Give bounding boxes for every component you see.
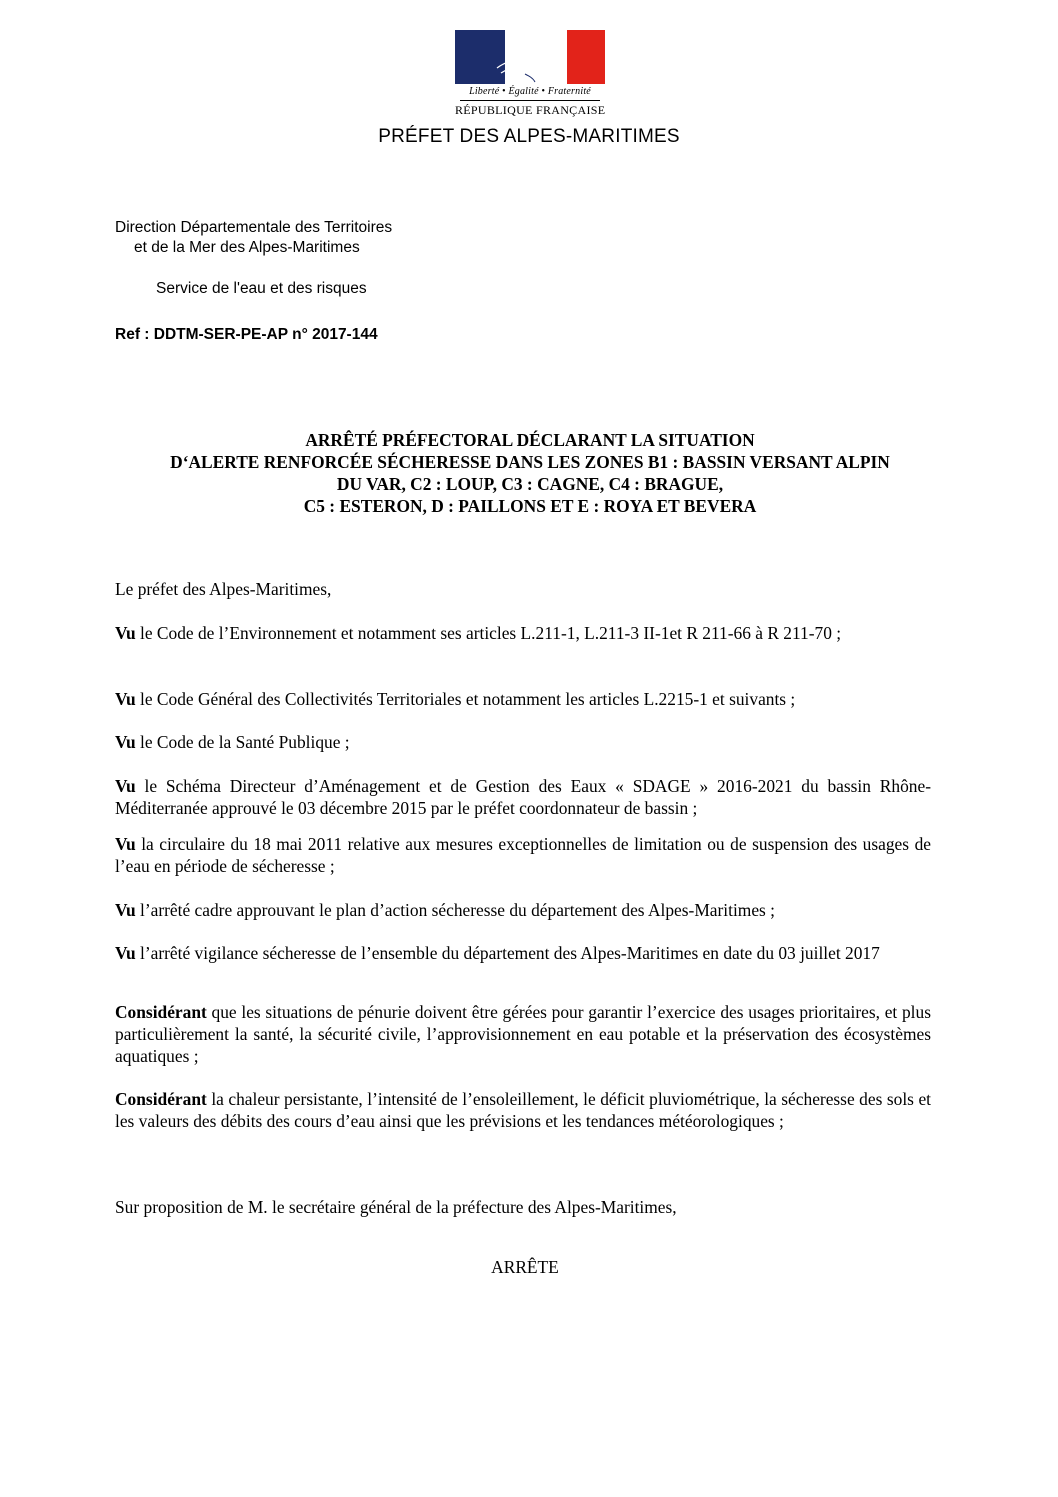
title-line: D‘ALERTE RENFORCÉE SÉCHERESSE DANS LES ZONES B1 : BASSIN VERSANT ALPIN: [170, 452, 890, 472]
vu-text: l’arrêté vigilance sécheresse de l’ensemble du département des Alpes-Maritimes en date du 03 juillet 2017: [140, 943, 880, 963]
considerant-label: Considérant: [115, 1002, 207, 1022]
direction-name-line2: et de la Mer des Alpes-Maritimes: [134, 239, 360, 256]
vu-label: Vu: [115, 689, 136, 709]
vu-text: le Code de la Santé Publique ;: [140, 732, 350, 752]
vu-text: l’arrêté cadre approuvant le plan d’action sécheresse du département des Alpes-Maritimes ;: [140, 900, 775, 920]
marianne-icon: [477, 30, 567, 84]
title-line: DU VAR, C2 : LOUP, C3 : CAGNE, C4 : BRAGUE,: [336, 474, 724, 494]
arrete-title: [100, 429, 960, 517]
vu-label: Vu: [115, 776, 136, 796]
vu-text: la circulaire du 18 mai 2011 relative aux mesures exceptionnelles de limitation ou de suspension des usages de l’eau en période de sécheresse ;: [115, 834, 931, 876]
considerant-text: que les situations de pénurie doivent être gérées pour garantir l’exercice des usages prioritaires, et plus particulièrement la santé, la sécurité civile, l’approvisionnement en eau potable et la préservation des écosystèmes aquatiques ;: [115, 1002, 931, 1066]
vu-label: Vu: [115, 943, 136, 963]
considerant-paragraph: [115, 1088, 931, 1132]
vu-paragraph: [115, 731, 931, 753]
vu-text: le Code de l’Environnement et notamment ses articles L.211-1, L.211-3 II-1et R 211-66 à R 211-70 ;: [140, 623, 842, 643]
vu-paragraph: [115, 942, 931, 964]
title-line: ARRÊTÉ PRÉFECTORAL DÉCLARANT LA SITUATION: [305, 430, 755, 450]
vu-paragraph: [115, 688, 931, 710]
service-name: Service de l'eau et des risques: [156, 280, 367, 297]
vu-text: le Schéma Directeur d’Aménagement et de Gestion des Eaux « SDAGE » 2016-2021 du bassin Rhône-Méditerranée approuvé le 03 décembre 2015 par le préfet coordonnateur de bassin ;: [115, 776, 931, 818]
logo-republic-name: RÉPUBLIQUE FRANÇAISE: [455, 103, 606, 117]
vu-paragraph: [115, 833, 931, 877]
arrete-heading: ARRÊTE: [491, 1257, 559, 1277]
intro-paragraph: Le préfet des Alpes-Maritimes,: [115, 579, 332, 599]
republique-francaise-logo: [455, 30, 605, 122]
vu-label: Vu: [115, 834, 136, 854]
title-line: C5 : ESTERON, D : PAILLONS ET E : ROYA ET BEVERA: [303, 496, 757, 516]
vu-paragraph: [115, 899, 931, 921]
logo-divider: [460, 100, 600, 101]
proposition-paragraph: Sur proposition de M. le secrétaire général de la préfecture des Alpes-Maritimes,: [115, 1197, 677, 1217]
considerant-label: Considérant: [115, 1089, 207, 1109]
considerant-paragraph: [115, 1001, 931, 1067]
direction-name-line1: Direction Départementale des Territoires: [115, 219, 393, 236]
vu-label: Vu: [115, 623, 136, 643]
vu-paragraph: [115, 775, 931, 819]
vu-label: Vu: [115, 732, 136, 752]
logo-motto: Liberté • Égalité • Fraternité: [469, 86, 591, 97]
vu-label: Vu: [115, 900, 136, 920]
vu-text: le Code Général des Collectivités Territoriales et notamment les articles L.2215-1 et suivants ;: [140, 689, 796, 709]
vu-paragraph: [115, 622, 931, 644]
prefet-title: PRÉFET DES ALPES-MARITIMES: [378, 126, 680, 147]
reference-number: Ref : DDTM-SER-PE-AP n° 2017-144: [115, 326, 378, 343]
considerant-text: la chaleur persistante, l’intensité de l’ensoleillement, le déficit pluviométrique, la sécheresse des sols et les valeurs des débits des cours d’eau ainsi que les prévisions et les tendances météorologiques ;: [115, 1089, 931, 1131]
